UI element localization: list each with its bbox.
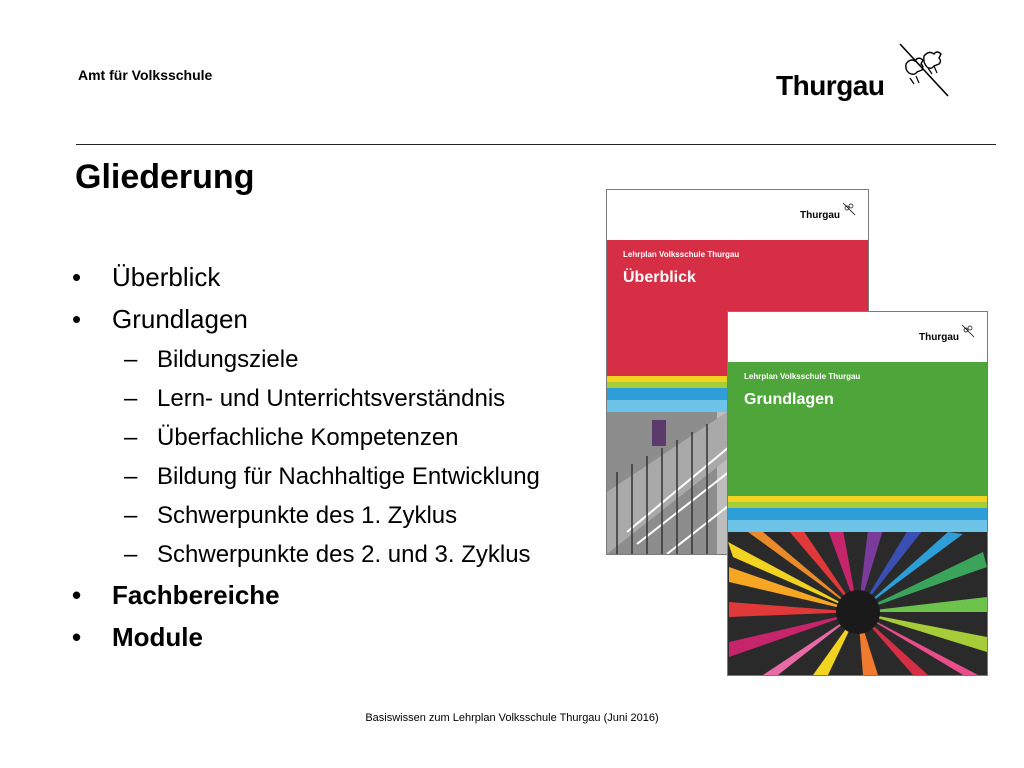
book-subtitle: Lehrplan Volksschule Thurgau [623, 250, 740, 259]
color-stripe [728, 520, 987, 532]
bullet-icon: • [72, 580, 82, 610]
list-item [72, 258, 540, 300]
book-logo-text: Thurgau [800, 210, 840, 221]
sub-item-label: Schwerpunkte des 2. und 3. Zyklus [157, 541, 531, 568]
sub-item [72, 459, 540, 498]
dash-icon: – [124, 385, 138, 412]
sub-item [72, 381, 540, 420]
logo-text: Thurgau [776, 70, 885, 101]
sub-item-label: Überfachliche Kompetenzen [157, 424, 459, 451]
thurgau-logo [776, 40, 956, 110]
book-cover-grundlagen [727, 311, 988, 676]
bullet-icon: • [72, 262, 82, 292]
list-item [72, 576, 540, 618]
cover-band [728, 362, 987, 496]
lion-crest-icon [842, 202, 856, 216]
page-title: Gliederung [75, 158, 255, 196]
lion-crest-icon [961, 324, 975, 338]
footer-text: Basiswissen zum Lehrplan Volksschule Thurgau (Juni 2016) [365, 712, 659, 724]
dash-icon: – [124, 541, 138, 568]
sub-list [72, 342, 540, 576]
org-name: Amt für Volksschule [78, 67, 213, 83]
sub-item-label: Lern- und Unterrichtsverständnis [157, 385, 506, 412]
dash-icon: – [124, 346, 138, 373]
book-subtitle: Lehrplan Volksschule Thurgau [744, 372, 861, 381]
header-divider [76, 144, 996, 145]
list-item [72, 300, 540, 342]
book-logo-text: Thurgau [919, 332, 959, 343]
bullet-icon: • [72, 622, 82, 652]
list-item-label: Module [112, 622, 203, 652]
color-stripe [728, 508, 987, 520]
book-title: Grundlagen [744, 391, 834, 408]
list-item-label: Grundlagen [112, 304, 248, 334]
lion-crest-icon [898, 42, 950, 98]
colored-pencils-photo [728, 532, 987, 675]
dash-icon: – [124, 424, 138, 451]
sub-item [72, 498, 540, 537]
sub-item [72, 342, 540, 381]
list-item-label: Fachbereiche [112, 580, 280, 610]
sub-item-label: Schwerpunkte des 1. Zyklus [157, 502, 458, 529]
book-title: Überblick [623, 269, 696, 286]
dash-icon: – [124, 463, 138, 490]
outline-list [72, 258, 540, 660]
bullet-icon: • [72, 304, 82, 334]
sub-item [72, 537, 540, 576]
dash-icon: – [124, 502, 138, 529]
sub-item-label: Bildungsziele [157, 346, 299, 373]
list-item-label: Überblick [112, 262, 221, 292]
sub-item-label: Bildung für Nachhaltige Entwicklung [157, 463, 540, 490]
sub-item [72, 420, 540, 459]
list-item [72, 618, 540, 660]
